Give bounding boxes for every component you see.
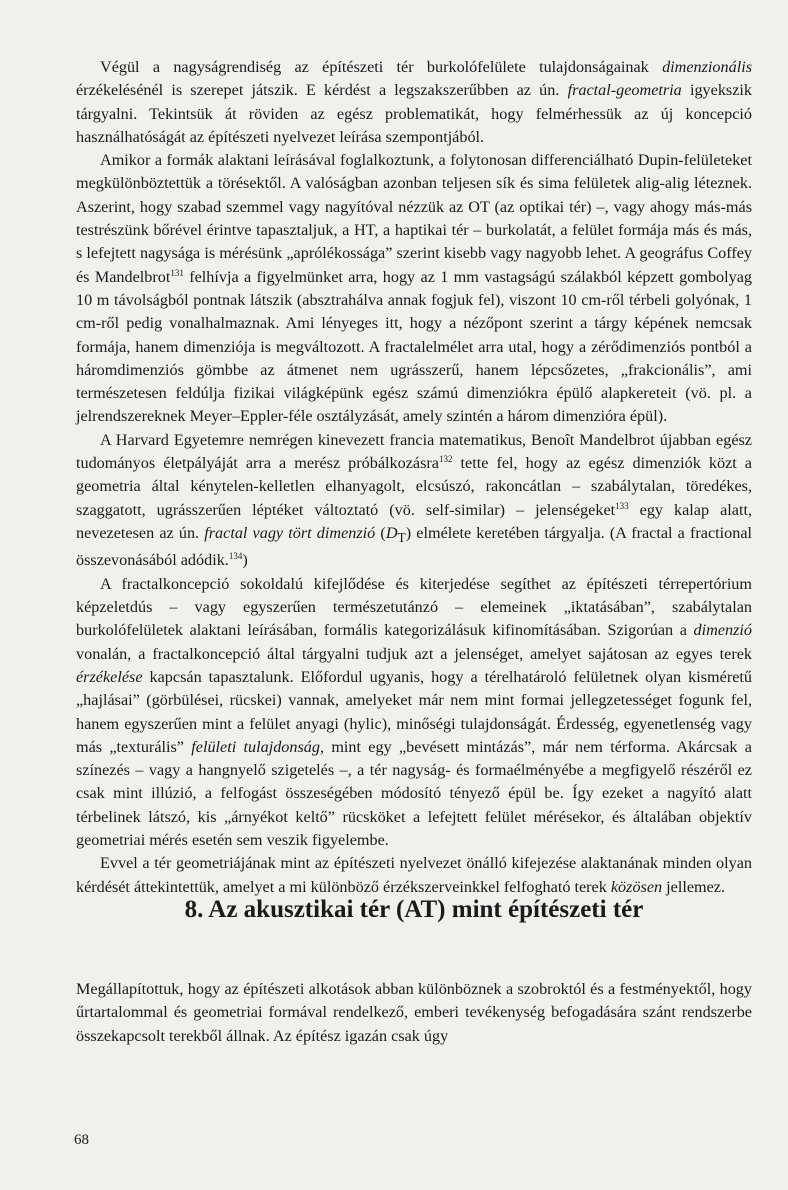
text-run: tette fel, hogy az egész dimenziók közt a geometria által kénytelen-kelletlen elhanyagolt, elcsúszó, rakoncátlan – szabálytalan, töredékes, szaggatott, ugrásszerűen léptéket változtató (vö. self-similar) – jelenségeket — [76, 454, 752, 519]
text-run: Végül a nagyságrendiség az építészeti tér burkolófelülete tulajdonságainak — [100, 58, 663, 76]
text-run: felhívja a figyelmünket arra, hogy az 1 mm vastagságú szálakból képzett gombolyag 10 m távolságból pontnak látszik (absztrahálva annak fogjuk fel), viszont 10 cm-ről térbeli golyónak, 1 cm-ről pedig vonalhalmaznak. Ami lényeges itt, hogy a nézőpont szerint a tárgy képének nemcsak formája, hanem dimenziója is megváltozott. A fractalelmélet arra utal, hogy a zérődimenziós pontból a háromdimenziós gömbbe az átmenet nem ugrásszerű, hanem lépcsőzetes, „frakcionális”, ami természetesen feldúlja fizikai világképünk egész számú dimenziókra épülő alapkereteit (vö. pl. a jelrendszereknek Meyer–Eppler-féle osztályzását, amely szintén a három dimenzióra épül). — [76, 267, 752, 426]
text-run: egy kalap alatt, nevezetesen az ún. — [76, 500, 752, 542]
paragraph — [76, 56, 752, 149]
text-run: ) — [242, 551, 248, 570]
text-run: fractal vagy tört dimenzió — [204, 523, 376, 542]
paragraph — [76, 852, 752, 899]
text-run: D — [385, 523, 398, 542]
text-run: dimenzionális — [662, 58, 752, 76]
text-run: ) elmélete keretében tárgyalja. (A fractal a fractional összevonásából adódik. — [76, 523, 753, 570]
text-run: Evvel a tér geometriájának mint az építészeti nyelvezet önálló kifejezése alaktanának minden olyan kérdését áttekintettük, amelyet a mi különböző érzékszerveinkkel felfogható terek — [76, 854, 752, 896]
text-run: T — [397, 530, 406, 546]
section-heading: 8. Az akusztikai tér (AT) mint építészeti tér — [184, 896, 644, 923]
paragraph: Megállapítottuk, hogy az építészeti alkotások abban különböznek a szobroktól és a festményektől, hogy űrtartalommal és geometriai formával rendelkező, emberi tevékenység befogadására szánt rendszerbe összekapcsolt terekből állnak. Az építész igazán csak úgy — [76, 980, 752, 1045]
text-run: vonalán, a fractalkoncepció által tárgyalni tudjuk azt a jelenséget, amelyet sajátosan az egyes terek — [76, 644, 752, 663]
text-run: igyekszik tárgyalni. Tekintsük át röviden az egész problematikát, hogy felmérhessük az új koncepció használhatóságát az építészeti nyelvezet leírása szempontjából. — [76, 81, 752, 146]
text-run: ( — [375, 523, 386, 542]
footnote-ref: 134 — [228, 551, 243, 562]
body-text — [76, 56, 752, 899]
text-run: érzékelésénél is szerepet játszik. E kérdést a legszakszerűbben az ún. — [76, 81, 568, 100]
paragraph — [76, 573, 752, 853]
text-run: kapcsán tapasztalunk. Előfordul ugyanis, hogy a térelhatároló felületnek olyan kisméretű „hajlásai” (görbülései, rücskei) vannak, amelyeket már nem mint formai jellegzetességet fogunk fel, hanem egyszerűen mint a felület anyagi (hylic), minőségi tulajdonságát. Érdesség, egyenetlenség vagy más „texturális” — [76, 667, 752, 756]
text-run: fractal-geometria — [567, 81, 682, 100]
text-run: dimenzió — [693, 621, 752, 640]
paragraph — [76, 149, 752, 429]
text-run: érzékelése — [76, 667, 143, 686]
page-number: 68 — [74, 1132, 89, 1148]
footnote-ref: 132 — [438, 454, 453, 465]
text-run: , mint egy „bevésett mintázás”, már nem térforma. Akárcsak a színezés – vagy a hangnyelő szigetelés –, a tér nagyság- és formaélményébe a megfigyelő részéről ez csak mint illúzió, a felfogást összeségében módosító tényező épül be. Így ezeket a nagyító alatt térbelinek látszó, kis „árnyékot keltő” rücsköket a lefejtett felület mérésekor, és általában objektív geometriai mérés esetén sem veszik figyelembe. — [76, 737, 752, 850]
text-run: A Harvard Egyetemre nemrégen kinevezett francia matematikus, Benoît Mandelbrot újabban egész tudományos életpályáját arra a merész próbálkozásra — [76, 430, 752, 473]
text-run: felületi tulajdonság — [191, 737, 320, 756]
footnote-ref: 133 — [615, 500, 629, 511]
paragraph — [76, 429, 752, 573]
text-run: A fractalkoncepció sokoldalú kifejlődése és kiterjedése segíthet az építészeti térrepertórium képzeletdús – vagy egyszerűen természetutánzó – elemeinek „iktatásában”, szabálytalan burkolófelületek alaktani leírásában, formális kategorizálásuk kifinomításában. Szigorúan a — [76, 574, 752, 640]
text-run: közösen — [610, 877, 663, 896]
section-body-text — [76, 978, 752, 1048]
text-run: Amikor a formák alaktani leírásával foglalkoztunk, a folytonosan differenciálható Dupin-felületeket megkülönböztettük a törésektől. A valóságban azonban teljesen sík és sima felületek alig-alig léteznek. Aszerint, hogy szabad szemmel vagy nagyítóval nézzük az OT (az optikai tér) –, vagy ahogy más-más testrészünk bőrével érintve tapasztaljuk, a HT, a haptikai tér – burkolatát, a felület formája más és más, s lefejtett nagysága is mérésünk „aprólékossága” szerint kisebb vagy nagyobb lehet. A geográfus Coffey és Mandelbrot — [76, 151, 752, 286]
footnote-ref: 131 — [170, 267, 184, 278]
text-run: jellemez. — [662, 877, 726, 896]
